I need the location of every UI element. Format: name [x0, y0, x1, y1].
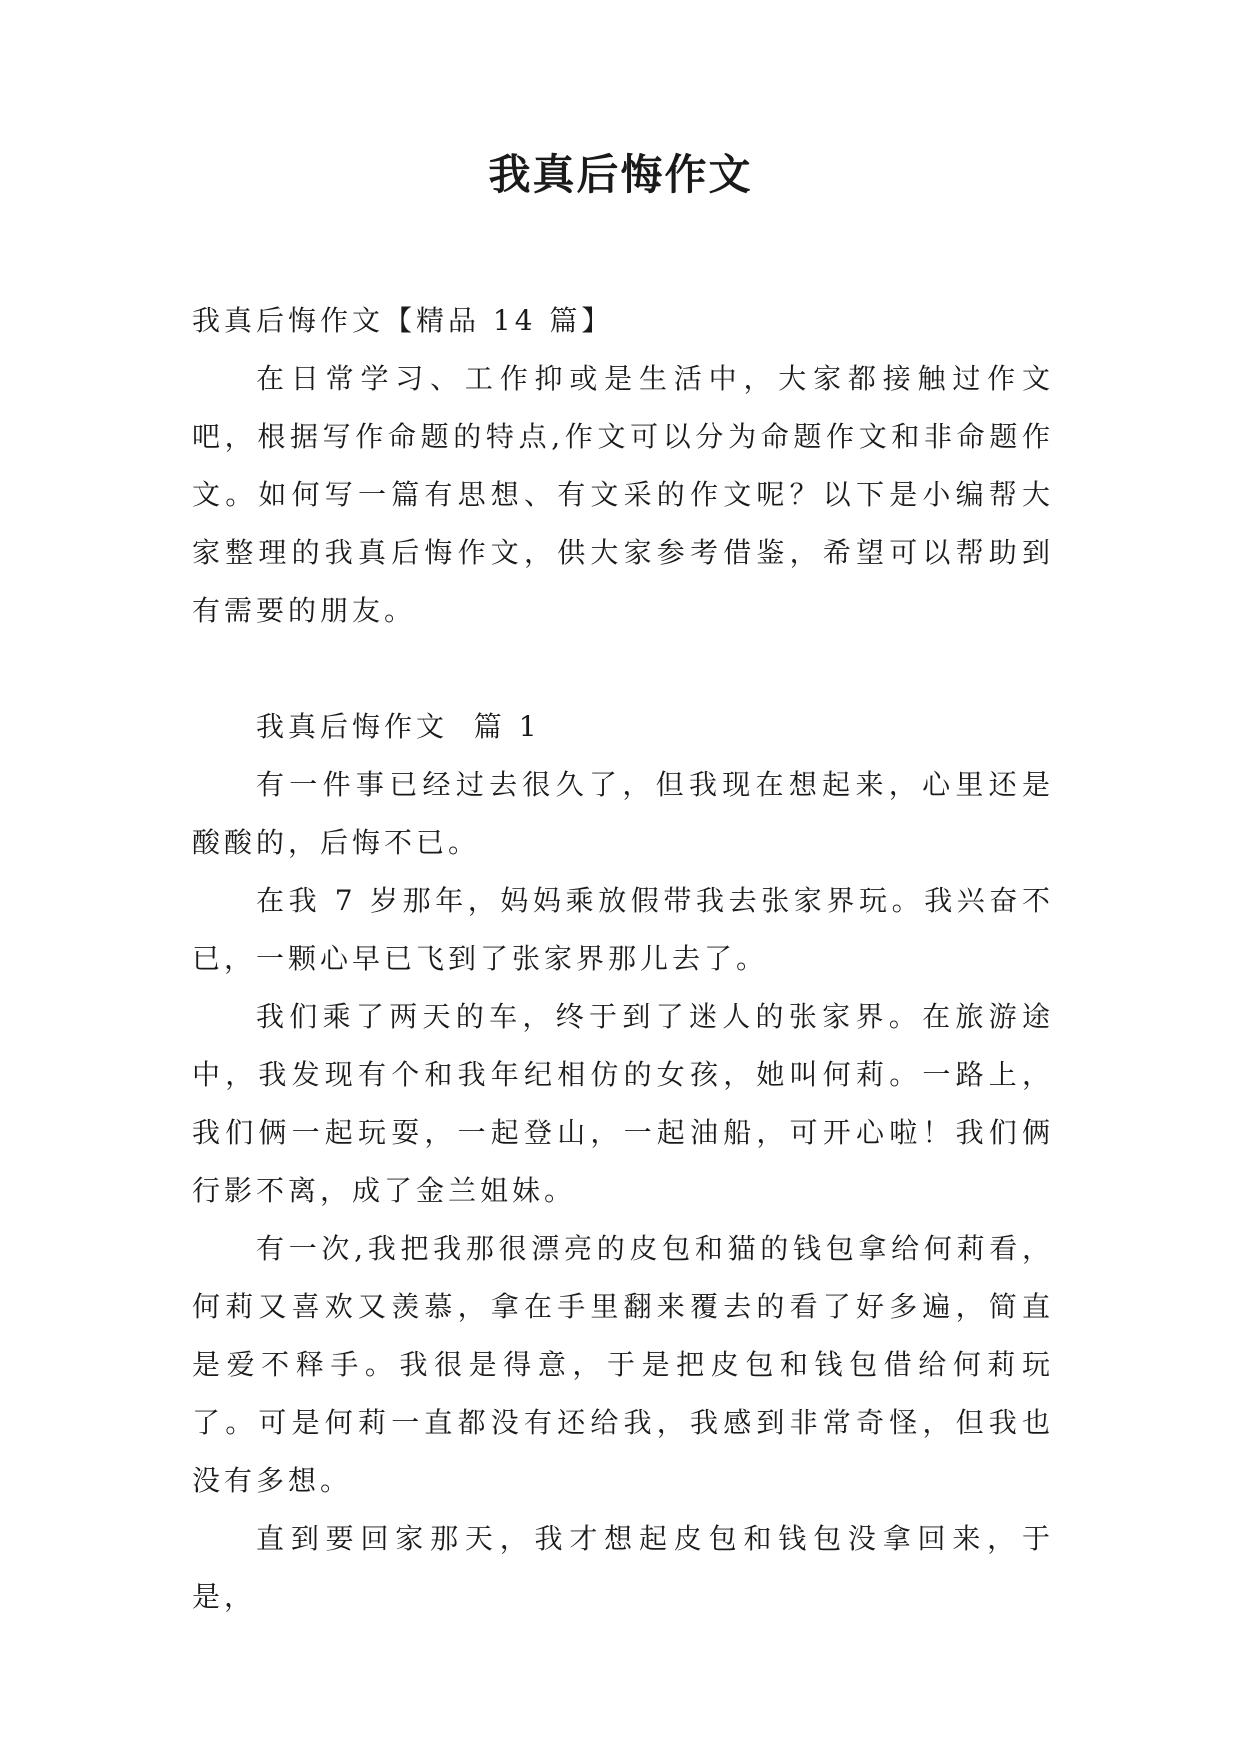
- document-body: [192, 292, 1054, 1626]
- body-paragraph: 有一次,我把我那很漂亮的皮包和猫的钱包拿给何莉看，何莉又喜欢又羡慕，拿在手里翻来覆去的看了好多遍，简直是爱不释手。我很是得意，于是把皮包和钱包借给何莉玩了。可是何莉一直都没有还给我，我感到非常奇怪，但我也没有多想。: [192, 1232, 1054, 1497]
- document-subtitle: 我真后悔作文【精品 14 篇】: [192, 304, 614, 337]
- body-paragraph: 直到要回家那天，我才想起皮包和钱包没拿回来，于是，: [192, 1522, 1054, 1613]
- document-title: 我真后悔作文: [488, 150, 753, 199]
- intro-paragraph: 在日常学习、工作抑或是生活中，大家都接触过作文吧，根据写作命题的特点,作文可以分为命题作文和非命题作文。如何写一篇有思想、有文采的作文呢？以下是小编帮大家整理的我真后悔作文，供大家参考借鉴，希望可以帮助到有需要的朋友。: [192, 362, 1054, 627]
- section-heading: 我真后悔作文 篇 1: [256, 710, 541, 743]
- body-paragraph: 有一件事已经过去很久了，但我现在想起来，心里还是酸酸的，后悔不已。: [192, 768, 1054, 859]
- body-paragraph: 我们乘了两天的车，终于到了迷人的张家界。在旅游途中，我发现有个和我年纪相仿的女孩，她叫何莉。一路上，我们俩一起玩耍，一起登山，一起油船，可开心啦！我们俩行影不离，成了金兰姐妹。: [192, 1000, 1054, 1207]
- body-paragraph: 在我 7 岁那年，妈妈乘放假带我去张家界玩。我兴奋不已，一颗心早已飞到了张家界那儿去了。: [192, 884, 1054, 975]
- section-spacer: [192, 640, 1054, 698]
